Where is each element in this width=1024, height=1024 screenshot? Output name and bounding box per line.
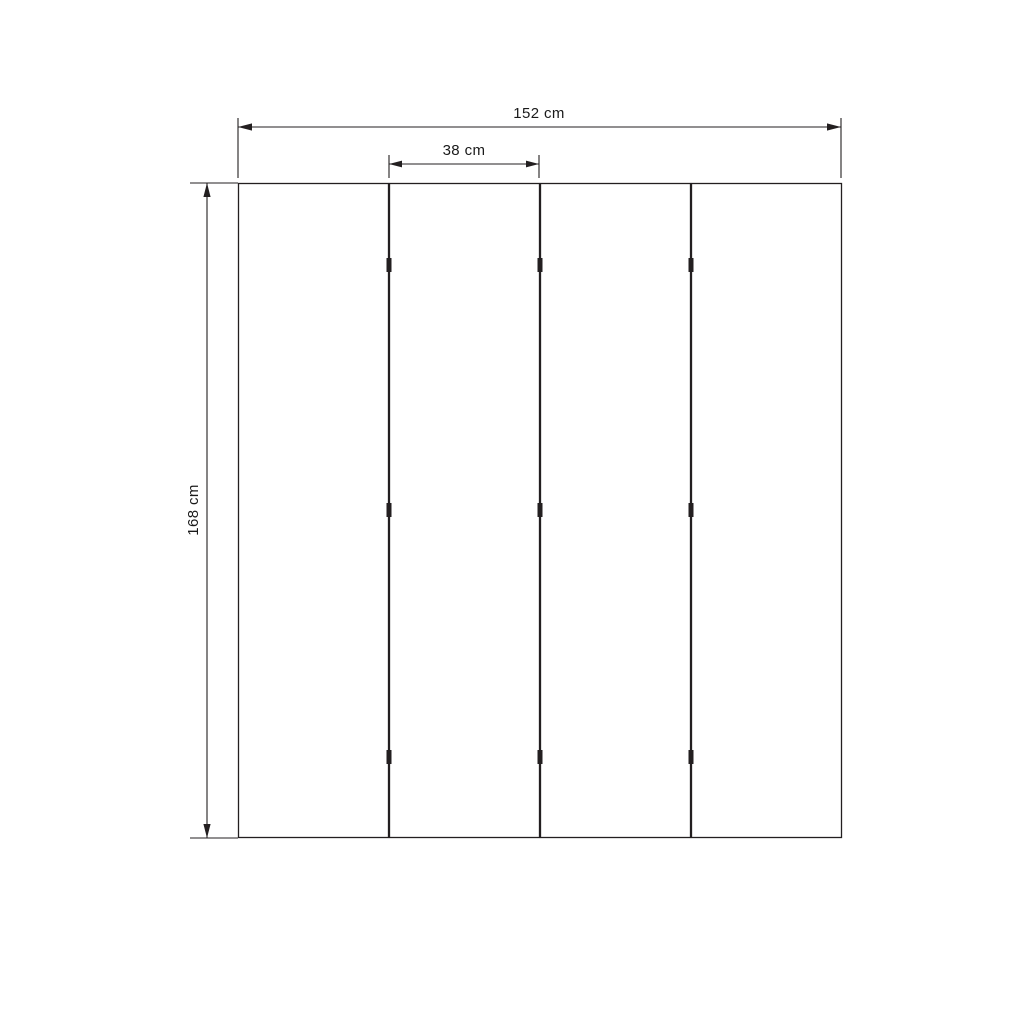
total-height-label: 168 cm bbox=[185, 484, 202, 536]
panel-width-arrow-right bbox=[526, 161, 539, 168]
panel-2[interactable] bbox=[390, 184, 540, 838]
total-height-arrow-top bbox=[203, 183, 210, 197]
hinge-3-bottom-icon bbox=[689, 750, 694, 764]
panel-4[interactable] bbox=[692, 184, 842, 838]
panel-width-arrow-left bbox=[389, 161, 402, 168]
hinge-1-bottom-icon bbox=[387, 750, 392, 764]
panel-3[interactable] bbox=[541, 184, 691, 838]
total-width-arrow-right bbox=[827, 123, 841, 130]
total-height-arrow-bottom bbox=[203, 824, 210, 838]
panel-width-dimension bbox=[389, 142, 539, 178]
hinge-2-mid-icon bbox=[538, 503, 543, 517]
hinge-2-bottom-icon bbox=[538, 750, 543, 764]
hinge-1-top-icon bbox=[387, 258, 392, 272]
panel-width-label: 38 cm bbox=[442, 142, 486, 159]
total-width-arrow-left bbox=[238, 123, 252, 130]
hinge-3-mid-icon bbox=[689, 503, 694, 517]
hinge-2-top-icon bbox=[538, 258, 543, 272]
hinge-1-mid-icon bbox=[387, 503, 392, 517]
hinge-3-top-icon bbox=[689, 258, 694, 272]
total-height-dimension bbox=[185, 183, 238, 838]
total-width-label: 152 cm bbox=[513, 105, 565, 122]
panel-1[interactable] bbox=[239, 184, 389, 838]
